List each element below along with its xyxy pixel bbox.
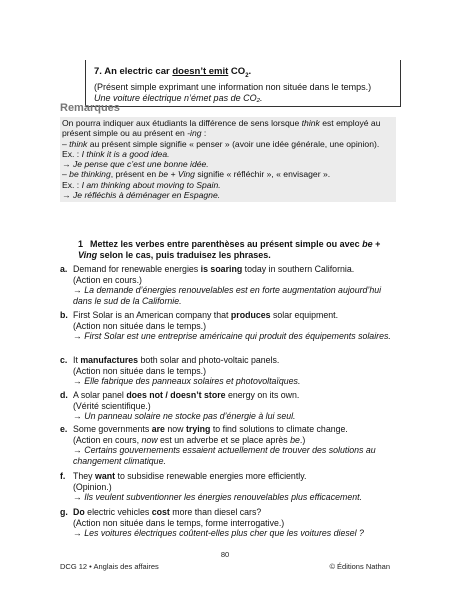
text: – xyxy=(62,169,70,180)
item-c xyxy=(60,355,400,387)
text: : xyxy=(201,128,207,139)
item-letter: b. xyxy=(60,310,68,320)
exercise-7-translation: Une voiture électrique n’émet pas de CO₂. xyxy=(94,92,263,103)
remarques-line: → Je réfléchis à déménager en Espagne. xyxy=(62,190,221,201)
text: now xyxy=(164,424,186,434)
page-number: 80 xyxy=(220,550,230,559)
remarques-line xyxy=(62,139,394,149)
text: .) xyxy=(299,434,306,445)
text: Ex. : xyxy=(62,179,82,190)
verb: produces xyxy=(230,310,271,320)
item-sentence xyxy=(73,355,400,366)
footer-left: DCG 12 • Anglais des affaires xyxy=(60,562,159,571)
item-b xyxy=(60,310,400,342)
text: Demand for renewable energies xyxy=(73,264,201,274)
footer-right: © Éditions Nathan xyxy=(329,562,390,571)
remarques-line: → Je pense que c’est une bonne idée. xyxy=(62,159,209,170)
exercise-7-box xyxy=(85,60,401,107)
verb: Do xyxy=(73,507,85,517)
text: today in southern California. xyxy=(242,264,355,274)
sentence-text: . xyxy=(248,66,252,77)
verb: does not / doesn’t store xyxy=(126,390,226,400)
item-translation: → La demande d’énergies renouvelables est en forte augmentation aujourd’hui dans le sud de la Californie. xyxy=(73,285,382,306)
remarques-heading: Remarques xyxy=(60,102,120,114)
item-letter: a. xyxy=(60,264,68,274)
text: est un adverbe et se place après xyxy=(157,434,291,445)
sentence-text: 7. An electric car xyxy=(94,66,173,77)
text: both solar and photo-voltaic panels. xyxy=(138,355,280,365)
text: more than diesel cars? xyxy=(169,507,262,517)
item-translation: → Ils veulent subventionner les énergies renouvelables plus efficacement. xyxy=(73,492,362,503)
item-a xyxy=(60,264,400,306)
remarques-line xyxy=(62,118,394,139)
item-note: (Action non située dans le temps, forme interrogative.) xyxy=(73,517,285,528)
italic-term: be xyxy=(290,434,300,445)
text: au présent simple signifie « penser » (avoir une idée générale, une opinion). xyxy=(87,138,380,149)
item-sentence xyxy=(73,390,400,401)
verb: trying xyxy=(185,424,211,434)
text: On pourra indiquer aux étudiants la différence de sens lorsque xyxy=(62,118,302,128)
text: A solar panel xyxy=(73,390,127,400)
text: solar equipment. xyxy=(270,310,339,320)
item-note: (Action en cours.) xyxy=(73,274,142,285)
item-d xyxy=(60,390,400,422)
item-sentence xyxy=(73,310,400,321)
verb: cost xyxy=(151,507,170,517)
text: Ex. : xyxy=(62,148,82,159)
item-letter: g. xyxy=(60,507,68,517)
instruction-text: Mettez les verbes entre parenthèses au présent simple ou avec xyxy=(90,239,363,249)
exercise-instruction xyxy=(78,239,396,261)
remarques-box xyxy=(60,117,396,202)
item-letter: f. xyxy=(60,471,66,481)
exercise-7-sentence xyxy=(94,66,396,82)
text: – xyxy=(62,138,70,149)
remarques-line xyxy=(62,169,394,179)
instruction-text: + xyxy=(372,239,381,249)
verb: is soaring xyxy=(200,264,243,274)
italic-term: be xyxy=(362,239,373,249)
item-translation: → Certains gouvernements essaient actuellement de trouver des solutions au changement climatique. xyxy=(73,445,376,466)
italic-term: be + Ving xyxy=(158,169,195,180)
item-sentence xyxy=(73,424,400,435)
item-letter: e. xyxy=(60,424,68,434)
text: They xyxy=(73,471,96,481)
exercise-number: 1 xyxy=(78,239,84,249)
text: Some governments xyxy=(73,424,152,434)
item-sentence xyxy=(73,507,400,518)
underlined-verb: doesn’t emit xyxy=(172,66,229,77)
item-letter: c. xyxy=(60,355,68,365)
item-note: (Action non située dans le temps.) xyxy=(73,365,207,376)
text: signifie « réfléchir », « envisager ». xyxy=(194,169,331,180)
text: energy on its own. xyxy=(225,390,300,400)
item-note: (Action non située dans le temps.) xyxy=(73,320,207,331)
text: , présent en xyxy=(110,169,159,180)
italic-example: I am thinking about moving to Spain. xyxy=(81,179,221,190)
item-sentence xyxy=(73,471,400,482)
italic-term: be thinking xyxy=(69,169,111,180)
subscript: 2 xyxy=(245,72,249,79)
item-g xyxy=(60,507,400,539)
verb: manufactures xyxy=(80,355,139,365)
remarques-line xyxy=(62,149,394,159)
italic-example: I think it is a good idea. xyxy=(81,148,170,159)
item-sentence xyxy=(73,264,400,275)
item-note xyxy=(73,435,400,446)
text: electric vehicles xyxy=(84,507,152,517)
instruction-text: selon le cas, puis traduisez les phrases. xyxy=(97,250,271,260)
item-translation: → Les voitures électriques coûtent-elles plus cher que les voitures diesel ? xyxy=(73,528,364,539)
text: First Solar is an American company that xyxy=(73,310,231,320)
text: to find solutions to climate change. xyxy=(210,424,348,434)
text: (Action en cours, xyxy=(73,434,142,445)
exercise-7-note: (Présent simple exprimant une information non située dans le temps.) xyxy=(94,81,372,92)
italic-term: now xyxy=(141,434,158,445)
verb: are xyxy=(151,424,165,434)
item-translation: → Elle fabrique des panneaux solaires et photovoltaïques. xyxy=(73,376,301,387)
italic-term: think xyxy=(69,138,88,149)
italic-term: Ving xyxy=(78,250,98,260)
italic-term: -ing xyxy=(187,128,202,139)
item-e xyxy=(60,424,400,466)
item-translation: → First Solar est une entreprise américaine qui produit des équipements solaires. xyxy=(73,331,391,342)
item-translation: → Un panneau solaire ne stocke pas d’énergie à lui seul. xyxy=(73,411,296,422)
remarques-line xyxy=(62,180,394,190)
item-note: (Vérité scientifique.) xyxy=(73,400,151,411)
sentence-text: CO xyxy=(228,66,246,77)
text: to subsidise renewable energies more efficiently. xyxy=(115,471,307,481)
text: It xyxy=(73,355,81,365)
item-f xyxy=(60,471,400,503)
italic-term: think xyxy=(301,118,320,128)
item-note: (Opinion.) xyxy=(73,481,112,492)
item-letter: d. xyxy=(60,390,68,400)
text: est employé au présent simple ou au présent en xyxy=(62,118,381,139)
verb: want xyxy=(95,471,116,481)
